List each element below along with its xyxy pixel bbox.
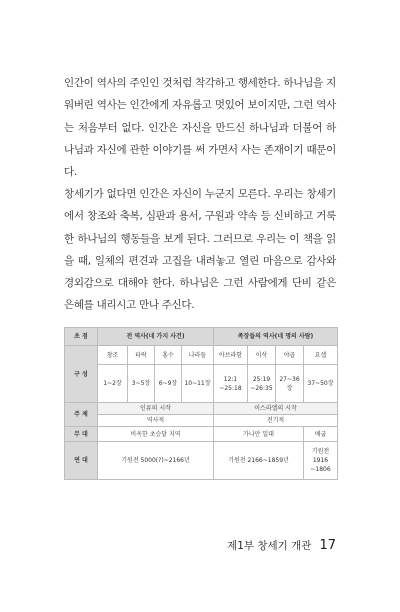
theme-historical: 역사적 — [98, 415, 214, 427]
section-cell: 타락 — [128, 346, 155, 365]
theme-israel-beginning: 이스라엘의 시작 — [214, 403, 338, 415]
body-paragraph-1: 인간이 역사의 주인인 것처럼 착각하고 행세한다. 하나님을 지워버린 역사는 인간에게 자유롭고 멋있어 보이지만, 그런 역사는 처음부터 없다. 인간은 자신을 만드신 하나님과 더불어 하나님과 자신에 관한 이야기를 써 가면서 사는 존재이기 때문이다. — [64, 77, 336, 179]
chapter-cell: 10~11장 — [182, 365, 214, 403]
genesis-overview-table — [64, 327, 338, 480]
body-paragraph-2: 창세기가 없다면 인간은 자신이 누군지 모른다. 우리는 창세기에서 창조와 축복, 심판과 용서, 구원과 약속 등 신비하고 거룩한 하나님의 행동들을 보게 된다. 그러므로 우리는 이 책을 읽을 때, 일체의 편견과 고집을 내려놓고 열린 마음으로 감사와 경외감으로 대해야 한다. 하나님은 그런 사람에게 단비 같은 은혜를 내리시고 만나 주신다. — [64, 188, 336, 312]
section-cell: 이삭 — [248, 346, 276, 365]
section-cell: 나라들 — [182, 346, 214, 365]
chapter-cell: 1~2장 — [98, 365, 128, 403]
page-number: 17 — [319, 538, 336, 553]
period-egypt: 기원전 1916 ~1806 — [304, 442, 338, 480]
section-cell: 창조 — [98, 346, 128, 365]
stage-canaan: 가나안 일대 — [214, 427, 304, 442]
stage-egypt: 애굽 — [304, 427, 338, 442]
chapter-cell: 27~36장 — [276, 365, 304, 403]
section-cell: 요셉 — [304, 346, 338, 365]
chapter-cell: 3~5장 — [128, 365, 155, 403]
chapter-cell: 12:1 ~25:18 — [214, 365, 248, 403]
running-footer-section: 제1부 창세기 개관 — [227, 540, 312, 552]
section-cell: 아브라함 — [214, 346, 248, 365]
page-footer — [227, 538, 336, 553]
theme-humanity-beginning: 인류의 시작 — [98, 403, 214, 415]
stage-fertile-crescent: 비옥한 초승달 지역 — [98, 427, 214, 442]
focus-world-history: 전 역사(네 가지 사건) — [98, 328, 214, 346]
period-primeval: 기원전 5000(?)~2166년 — [98, 442, 214, 480]
section-cell: 홍수 — [155, 346, 182, 365]
chapter-cell: 25:19 ~26:35 — [248, 365, 276, 403]
row-label-focus: 초 점 — [65, 328, 98, 346]
row-label-stage: 무 대 — [65, 427, 98, 442]
period-patriarchs: 기원전 2166~1859년 — [214, 442, 304, 480]
theme-biographical: 전기적 — [214, 415, 338, 427]
section-cell: 야곱 — [276, 346, 304, 365]
row-label-composition: 구 성 — [65, 346, 98, 403]
row-label-period: 연 대 — [65, 442, 98, 480]
focus-patriarch-history: 족장들의 역사(네 명의 사람) — [214, 328, 338, 346]
row-label-theme: 주 제 — [65, 403, 98, 427]
chapter-cell: 37~50장 — [304, 365, 338, 403]
chapter-cell: 6~9장 — [155, 365, 182, 403]
